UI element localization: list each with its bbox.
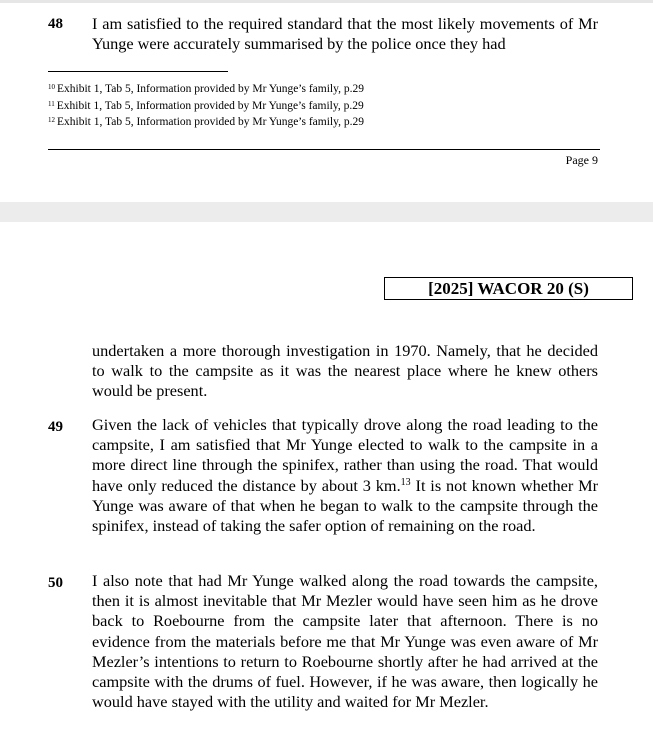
footnote-12: $^{12}$ Exhibit 1, Tab 5, Information provided by Mr Yunge’s family, p.29 (48, 116, 364, 128)
footnote-10: $^{10}$ Exhibit 1, Tab 5, Information provided by Mr Yunge’s family, p.29 (48, 83, 364, 95)
citation-box: [2025] WACOR 20 (S) (384, 277, 633, 300)
paragraph-49: Given the lack of vehicles that typically drove along the road leading to the campsite, I am satisfied that Mr Yunge elected to walk to the campsite in a more direct line through the spinifex, rather than using the road. That would have only reduced the distance by about 3 km.$^{13}$ It is not known whether Mr Yunge was aware of that when he began to walk to the campsite through the spinifex, instead of taking the safer option of remaining on the road. (92, 415, 599, 536)
page-top-edge (0, 0, 653, 3)
footnote-11: $^{11}$ Exhibit 1, Tab 5, Information provided by Mr Yunge’s family, p.29 (48, 99, 364, 112)
footnotes (48, 80, 364, 130)
paragraph-number-48: 48 (48, 16, 63, 32)
paragraph-number-49: 49 (48, 419, 63, 435)
footnote-separator (48, 71, 228, 72)
page-gap (0, 202, 653, 222)
paragraph-48: I am satisfied to the required standard that the most likely movements of Mr Yunge were accurately summarised by the police once they had (92, 14, 598, 54)
page-footer-rule (48, 149, 600, 150)
paragraph-continuation: undertaken a more thorough investigation in 1970. Namely, that he decided to walk to the campsite as it was the nearest place where he knew others would be present. (92, 341, 598, 401)
paragraph-50: I also note that had Mr Yunge walked along the road towards the campsite, then it is almost inevitable that Mr Mezler would have seen him as he drove back to Roebourne from the campsite later that afternoon. There is no evidence from the materials before me that Mr Yunge was even aware of Mr Mezler’s intentions to return to Roebourne shortly after he had arrived at the campsite with the drums of fuel. However, if he was aware, then logically he would have stayed with the utility and waited for Mr Mezler. (92, 571, 598, 712)
footnote-ref-13: 13 (400, 476, 411, 488)
page-number: Page 9 (565, 153, 598, 167)
paragraph-number-50: 50 (48, 575, 63, 591)
